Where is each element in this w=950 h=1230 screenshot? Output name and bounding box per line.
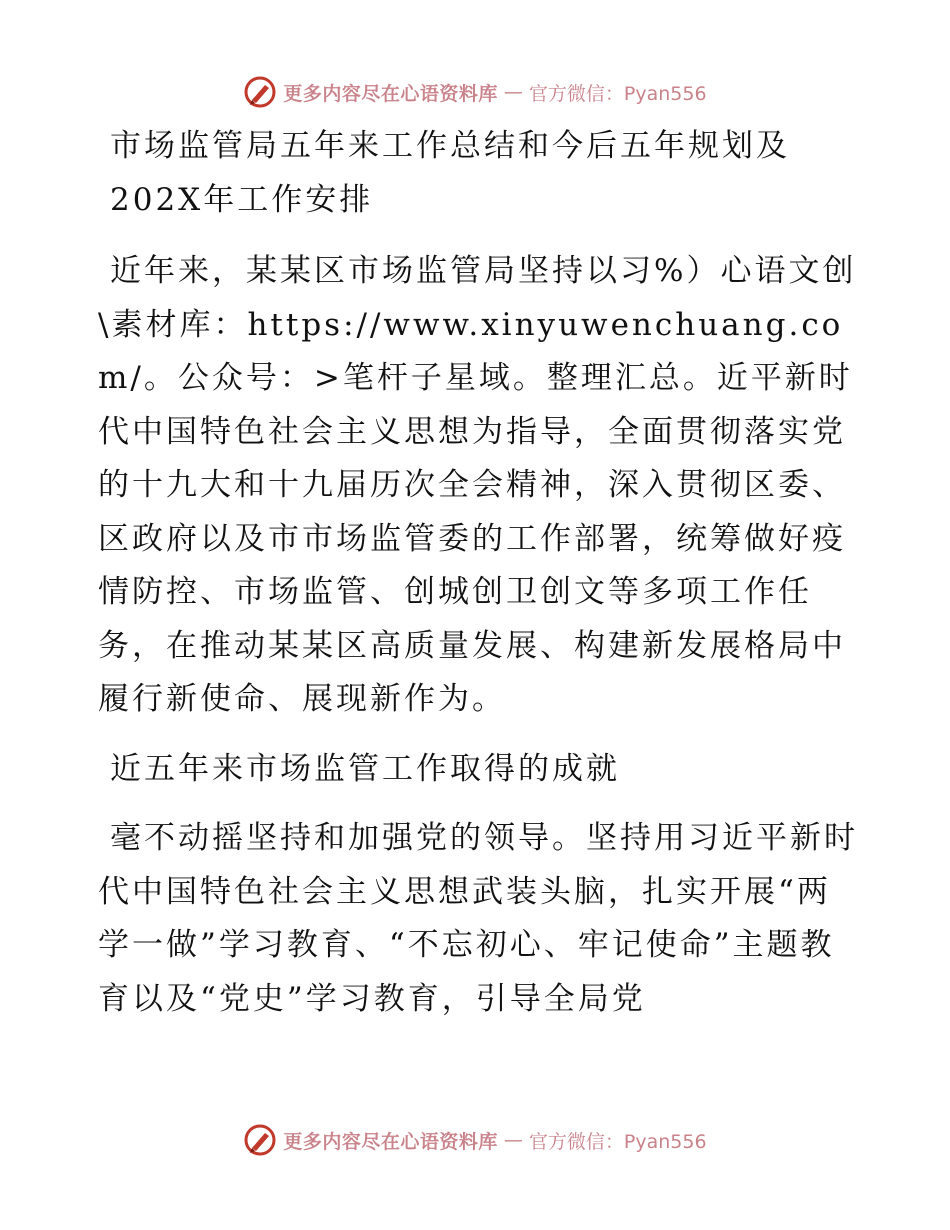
- title-line-2: 202X年工作安排: [110, 181, 374, 218]
- intro-paragraph: [98, 245, 858, 727]
- watermark-dash: —: [503, 81, 523, 103]
- watermark-account: 官方微信：Pyan556: [528, 1130, 707, 1153]
- document-body: [98, 120, 858, 1026]
- watermark-text: 更多内容尽在心语资料库: [283, 1130, 498, 1153]
- watermark-dash: —: [503, 1129, 523, 1151]
- pen-logo-icon: [243, 1123, 277, 1157]
- header-watermark: [0, 72, 950, 112]
- body-paragraph: [98, 812, 858, 1026]
- watermark-text: 更多内容尽在心语资料库: [283, 82, 498, 105]
- pen-logo-icon: [243, 75, 277, 109]
- watermark-account: 官方微信：Pyan556: [528, 82, 707, 105]
- footer-watermark: [0, 1120, 950, 1160]
- document-title: [98, 120, 858, 227]
- section-heading: 近五年来市场监管工作取得的成就: [110, 750, 620, 787]
- intro-text: 近年来，某某区市场监管局坚持以习%）心语文创\素材库：https://www.xinyuwenchuang.com/。公众号：>笔杆子星域。整理汇总。近平新时代中国特色社会主义思想为指导，全面贯彻落实党的十九大和十九届历次全会精神，深入贯彻区委、区政府以及市市场监管委的工作部署，统筹做好疫情防控、市场监管、创城创卫创文等多项工作任务，在推动某某区高质量发展、构建新发展格局中履行新使命、展现新作为。: [98, 253, 857, 717]
- body-text: 毫不动摇坚持和加强党的领导。坚持用习近平新时代中国特色社会主义思想武装头脑，扎实开展“两学一做”学习教育、“不忘初心、牢记使命”主题教育以及“党史”学习教育，引导全局党: [98, 820, 858, 1017]
- title-line-1: 市场监管局五年来工作总结和今后五年规划及: [110, 128, 790, 164]
